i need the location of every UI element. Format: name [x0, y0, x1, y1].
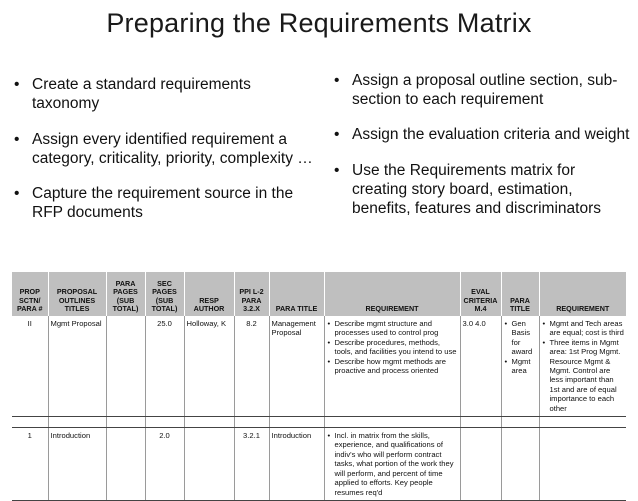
left-bullet-list: [10, 75, 322, 222]
cell-requirement: [324, 316, 460, 417]
cell-requirement: [324, 428, 460, 501]
right-bullet-list: [330, 71, 630, 218]
cell-requirement-2: [539, 428, 626, 501]
bullet-taxonomy: • Create a standard requirements taxonomy: [10, 75, 322, 113]
cell-sec-pages: 25.0: [145, 316, 184, 417]
cell-ppi: 8.2: [234, 316, 269, 417]
para-title-item: • Mgmt area: [512, 357, 537, 376]
requirement-item: • Describe how mgmt methods are proactive and process oriented: [335, 357, 458, 376]
bullet-story-board: • Use the Requirements matrix for creating story board, estimation, benefits, features and discriminators: [330, 161, 630, 218]
cell-sctn: II: [12, 316, 48, 417]
header-sec-pages: SEC PAGES (SUB TOTAL): [145, 272, 184, 316]
cell-eval: [460, 428, 501, 501]
slide-title: Preparing the Requirements Matrix: [106, 8, 532, 38]
cell-para-title: Introduction: [269, 428, 324, 501]
cell-para-title: Management Proposal: [269, 316, 324, 417]
row-separator: [12, 417, 626, 428]
header-prop-sctn: PROP SCTN/ PARA #: [12, 272, 48, 316]
cell-outline: Introduction: [48, 428, 106, 501]
header-eval-criteria: EVAL CRITERIA M.4: [460, 272, 501, 316]
bullet-outline-section: • Assign a proposal outline section, sub-section to each requirement: [330, 71, 630, 109]
requirement-item: • Incl. in matrix from the skills, experience, and qualifications of indiv's who will perform contract tasks, what portion of the work they will perform, and percent of time applied to efforts. Key people resumes req'd: [335, 431, 458, 497]
cell-ppi: 3.2.1: [234, 428, 269, 501]
cell-sctn: 1: [12, 428, 48, 501]
requirement-item: • Mgmt and Tech areas are equal; cost is third: [550, 319, 625, 338]
requirement-item: • Describe procedures, methods, tools, and facilities you intend to use: [335, 338, 458, 357]
cell-requirement-2: [539, 316, 626, 417]
bullet-evaluation: • Assign the evaluation criteria and weight: [330, 125, 630, 144]
cell-outline: Mgmt Proposal: [48, 316, 106, 417]
header-requirement: REQUIREMENT: [324, 272, 460, 316]
table-row: [12, 428, 626, 501]
bullet-source: • Capture the requirement source in the RFP documents: [10, 184, 322, 222]
para-title-item: • Gen Basis for award: [512, 319, 537, 357]
cell-author: [184, 428, 234, 501]
requirements-matrix: [12, 272, 626, 501]
cell-eval: 3.0 4.0: [460, 316, 501, 417]
cell-para-title-2: [501, 428, 539, 501]
cell-sec-pages: 2.0: [145, 428, 184, 501]
cell-author: Holloway, K: [184, 316, 234, 417]
table-row: [12, 316, 626, 417]
matrix-header-row: [12, 272, 626, 316]
bullet-category: • Assign every identified requirement a category, criticality, priority, complexity …: [10, 130, 322, 168]
cell-para-pages: [106, 428, 145, 501]
cell-para-pages: [106, 316, 145, 417]
header-resp-author: RESP AUTHOR: [184, 272, 234, 316]
cell-para-title-2: [501, 316, 539, 417]
requirement-item: • Three items in Mgmt area: 1st Prog Mgmt. Resource Mgmt & Mgmt. Control are less important than 1st and are of equal importance to each other: [550, 338, 625, 413]
header-para-title: PARA TITLE: [269, 272, 324, 316]
header-requirement-2: REQUIREMENT: [539, 272, 626, 316]
header-ppi: PPI L-2 PARA 3.2.X: [234, 272, 269, 316]
header-para-pages: PARA PAGES (SUB TOTAL): [106, 272, 145, 316]
header-para-title-2: PARA TITLE: [501, 272, 539, 316]
header-proposal-outlines: PROPOSAL OUTLINES TITLES: [48, 272, 106, 316]
requirements-matrix-image: [12, 272, 626, 497]
requirement-item: • Describe mgmt structure and processes used to control prog: [335, 319, 458, 338]
